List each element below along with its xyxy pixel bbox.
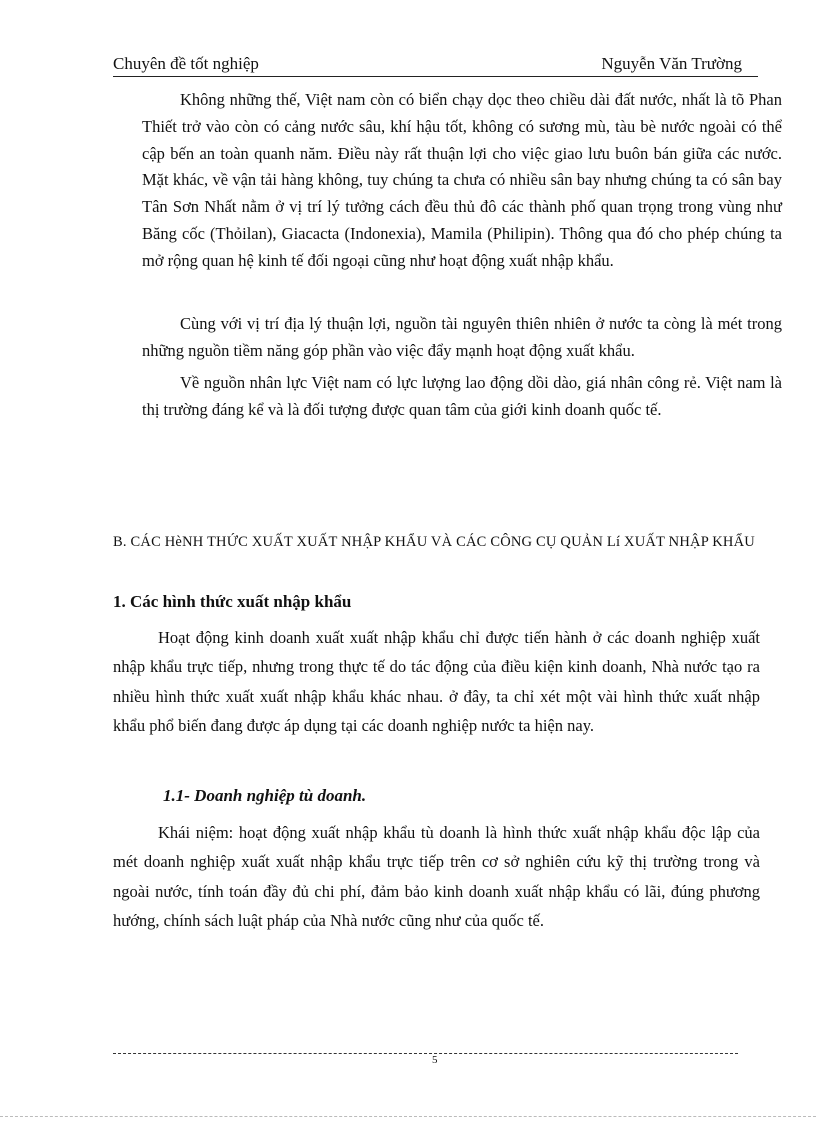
header-divider (113, 76, 758, 77)
page-number: 5 (432, 1054, 438, 1066)
section-b-heading: B. CÁC HèNH THỨC XUẤT XUẤT NHẬP KHẨU VÀ CÁC CÔNG CỤ QUẢN Lí XUẤT NHẬP KHẨU (113, 534, 755, 550)
paragraph-forms: Hoạt động kinh doanh xuất xuất nhập khẩu chỉ được tiến hành ở các doanh nghiệp xuất nhập khẩu trực tiếp, nhưng trong thực tế do tác động của điều kiện kinh doanh, Nhà nước tạo ra nhiều hình thức xuất xuất nhập khẩu khác nhau. ở đây, ta chỉ xét một vài hình thức xuất nhập khẩu phổ biến đang được áp dụng tại các doanh nghiệp nước ta hiện nay. (113, 628, 760, 736)
heading-1: 1. Các hình thức xuất nhập khẩu (113, 592, 352, 611)
heading-1-1: 1.1- Doanh nghiệp tù doanh. (163, 786, 367, 805)
header-document-title: Chuyên đề tốt nghiệp (113, 54, 259, 73)
paragraph-labor: Về nguồn nhân lực Việt nam có lực lượng lao động dồi dào, giá nhân công rẻ. Việt nam là thị trường đáng kể và là đối tượng được quan tâm của giới kinh doanh quốc tế. (142, 373, 782, 419)
paragraph-geography: Không những thế, Việt nam còn có biển chạy dọc theo chiều dài đất nước, nhất là tõ Phan Thiết trở vào còn có cảng nước sâu, khí hậu tốt, không có sương mù, tàu bè nước ngoài có thể cập bến an toàn quanh năm. Điều này rất thuận lợi cho việc giao lưu buôn bán giữa các nước. Mặt khác, về vận tải hàng không, tuy chúng ta chưa có nhiều sân bay nhưng chúng ta có sân bay Tân Sơn Nhất nằm ở vị trí lý tưởng cách đều thủ đô các thành phố quan trọng trong vùng như Băng cốc (Thỏilan), Giacacta (Indonexia), Mamila (Philipin). Thông qua đó cho phép chúng ta mở rộng quan hệ kinh tế đối ngoại cũng như hoạt động xuất nhập khẩu. (142, 90, 782, 270)
paragraph-resources: Cùng với vị trí địa lý thuận lợi, nguồn tài nguyên thiên nhiên ở nước ta còng là mét trong những nguồn tiềm năng góp phần vào việc đẩy mạnh hoạt động xuất khẩu. (142, 314, 782, 360)
paragraph-concept: Khái niệm: hoạt động xuất nhập khẩu tù doanh là hình thức xuất nhập khẩu độc lập của mét doanh nghiệp xuất xuất nhập khẩu trực tiếp trên cơ sở nghiên cứu kỹ thị trường trong và ngoài nước, tính toán đầy đủ chi phí, đảm bảo kinh doanh xuất nhập khẩu có lãi, đúng phương hướng, chính sách luật pháp của Nhà nước cũng như của quốc tế. (113, 823, 760, 931)
footer-divider (113, 1053, 738, 1054)
header-author: Nguyễn Văn Trường (601, 54, 742, 73)
page-header (113, 54, 758, 78)
page-bottom-edge (0, 1116, 816, 1117)
